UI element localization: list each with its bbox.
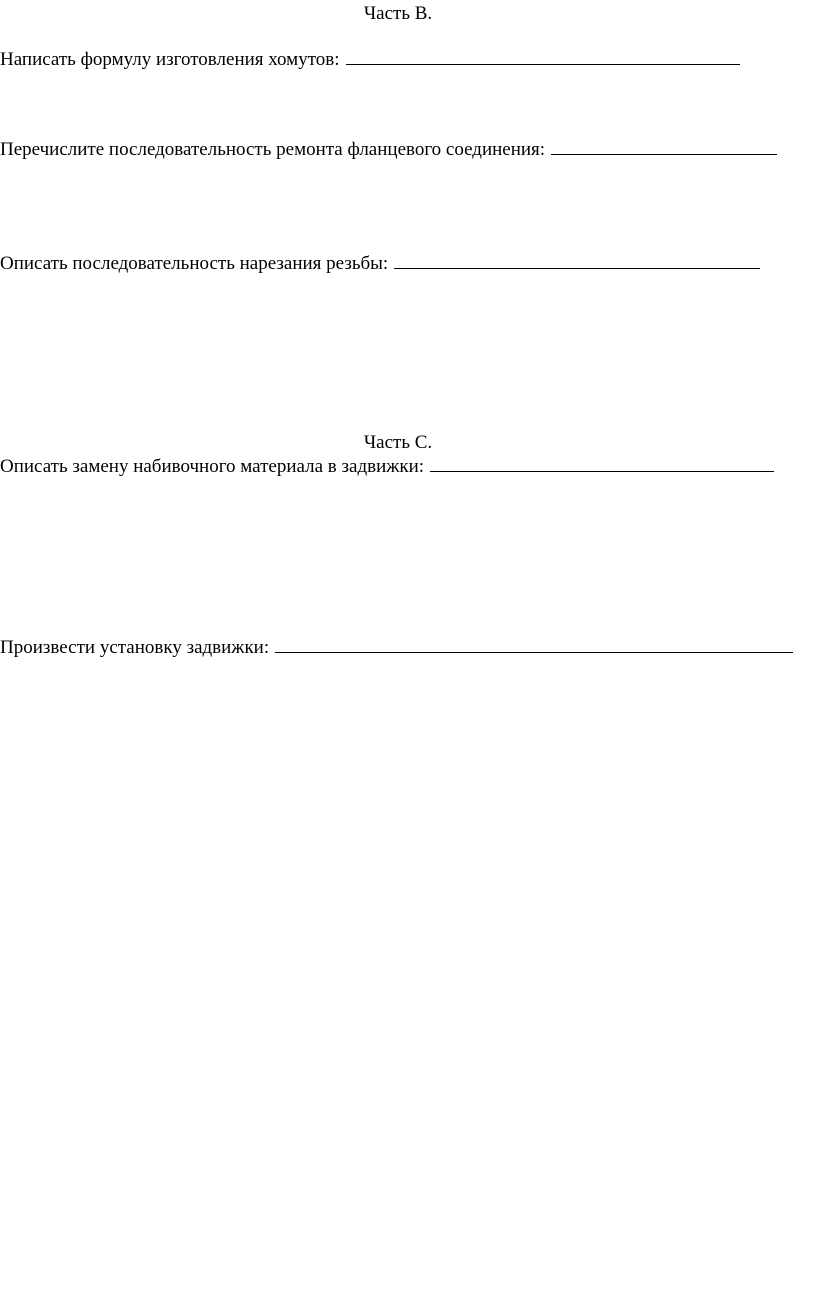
question-b3-text: Описать последовательность нарезания резьбы: (0, 253, 389, 274)
question-c1 (0, 456, 774, 478)
question-c2 (0, 637, 793, 659)
question-b3 (0, 253, 760, 275)
part-c-heading: Часть С. (363, 432, 433, 453)
question-c1-text: Описать замену набивочного материала в задвижки: (0, 456, 425, 477)
question-b1-text: Написать формулу изготовления хомутов: (0, 49, 340, 70)
answer-blank-c2[interactable] (275, 638, 793, 653)
answer-blank-b2[interactable] (551, 140, 777, 155)
question-b1 (0, 49, 740, 71)
answer-blank-b1[interactable] (346, 50, 740, 65)
question-b2-text: Перечислите последовательность ремонта фланцевого соединения: (0, 139, 546, 160)
part-b-heading: Часть В. (363, 3, 433, 24)
question-b2 (0, 139, 777, 161)
question-c2-text: Произвести установку задвижки: (0, 637, 270, 658)
answer-blank-b3[interactable] (394, 254, 760, 269)
answer-blank-c1[interactable] (430, 457, 774, 472)
